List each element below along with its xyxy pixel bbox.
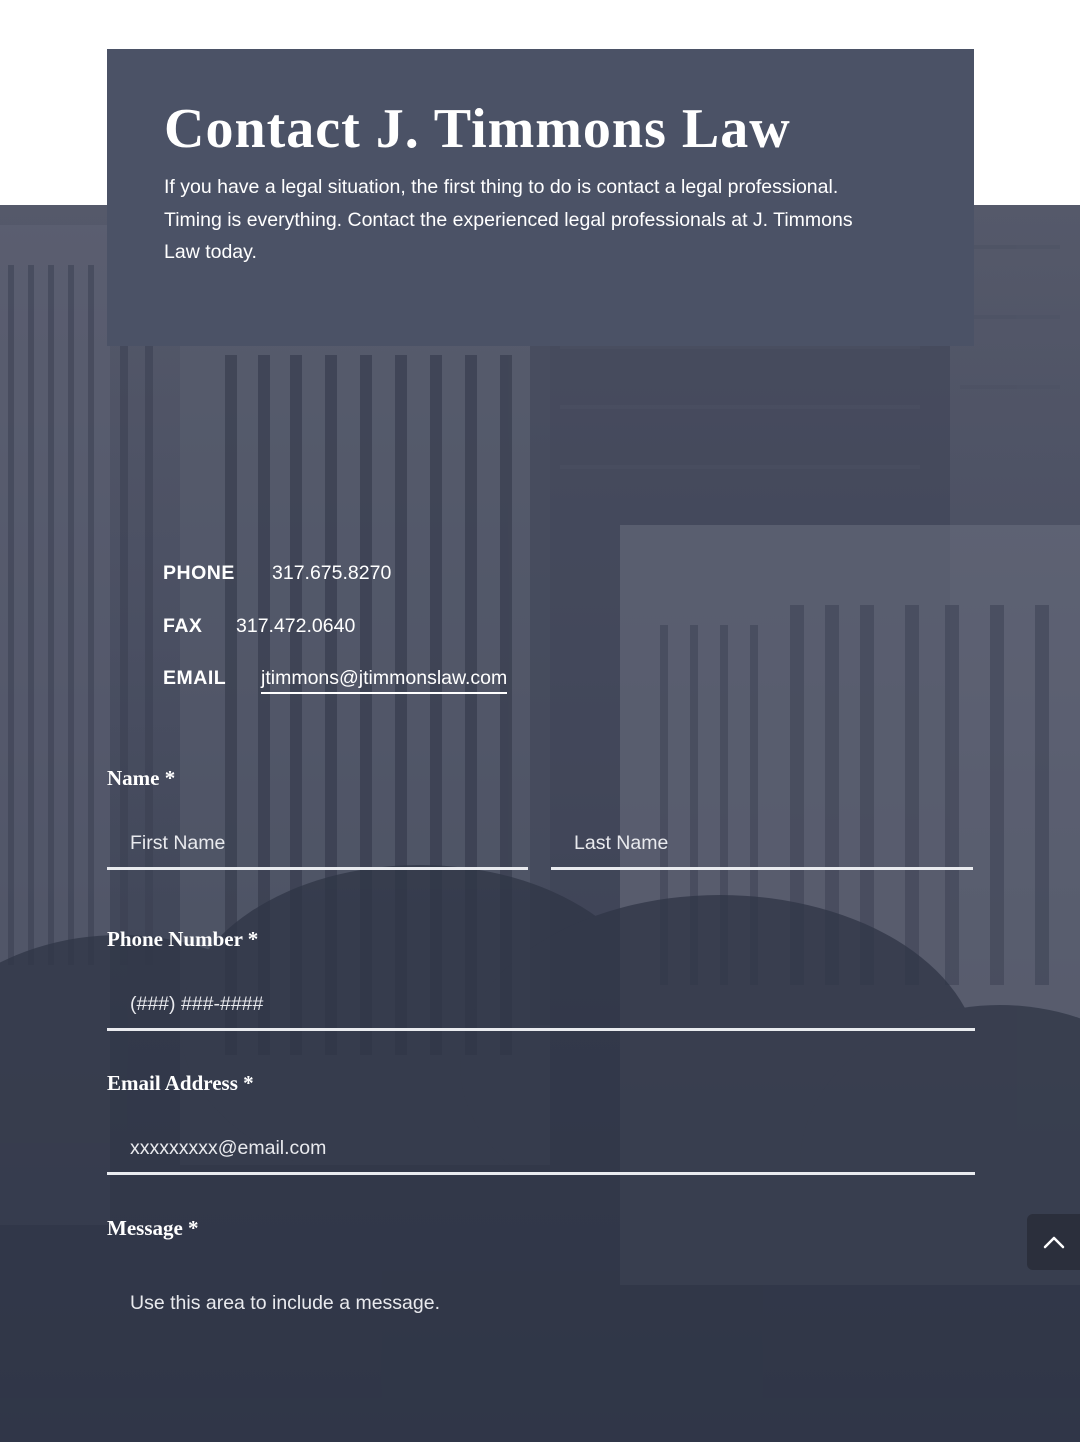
- message-textarea[interactable]: Use this area to include a message.: [130, 1291, 441, 1314]
- message-field-label: Message *: [107, 1216, 199, 1240]
- hero-description: If you have a legal situation, the first thing to do is contact a legal professional. Timing is everything. Contact the experienced legal professionals at J. Timmons Law today.: [164, 176, 853, 263]
- name-field-label: Name *: [107, 766, 176, 790]
- phone-label: PHONE: [163, 562, 235, 584]
- first-name-input[interactable]: First Name: [107, 820, 528, 870]
- contact-fax-row: [163, 615, 355, 638]
- email-label: EMAIL: [163, 667, 227, 689]
- page-title: Contact J. Timmons Law: [164, 98, 791, 160]
- fax-label: FAX: [163, 615, 203, 637]
- last-name-input[interactable]: Last Name: [551, 820, 973, 870]
- email-address-input[interactable]: xxxxxxxxx@email.com: [107, 1125, 975, 1175]
- contact-hero-card: [107, 49, 974, 346]
- email-link[interactable]: jtimmons@jtimmonslaw.com: [261, 667, 507, 694]
- contact-phone-row: [163, 562, 391, 585]
- scroll-to-top-button[interactable]: [1027, 1214, 1080, 1270]
- fax-value: 317.472.0640: [236, 615, 356, 637]
- contact-email-row: [163, 667, 507, 694]
- phone-number-input[interactable]: (###) ###-####: [107, 981, 975, 1031]
- phone-field-label: Phone Number *: [107, 927, 259, 951]
- email-field-label: Email Address *: [107, 1071, 254, 1095]
- chevron-up-icon: [1043, 1235, 1065, 1249]
- phone-value[interactable]: 317.675.8270: [272, 562, 392, 584]
